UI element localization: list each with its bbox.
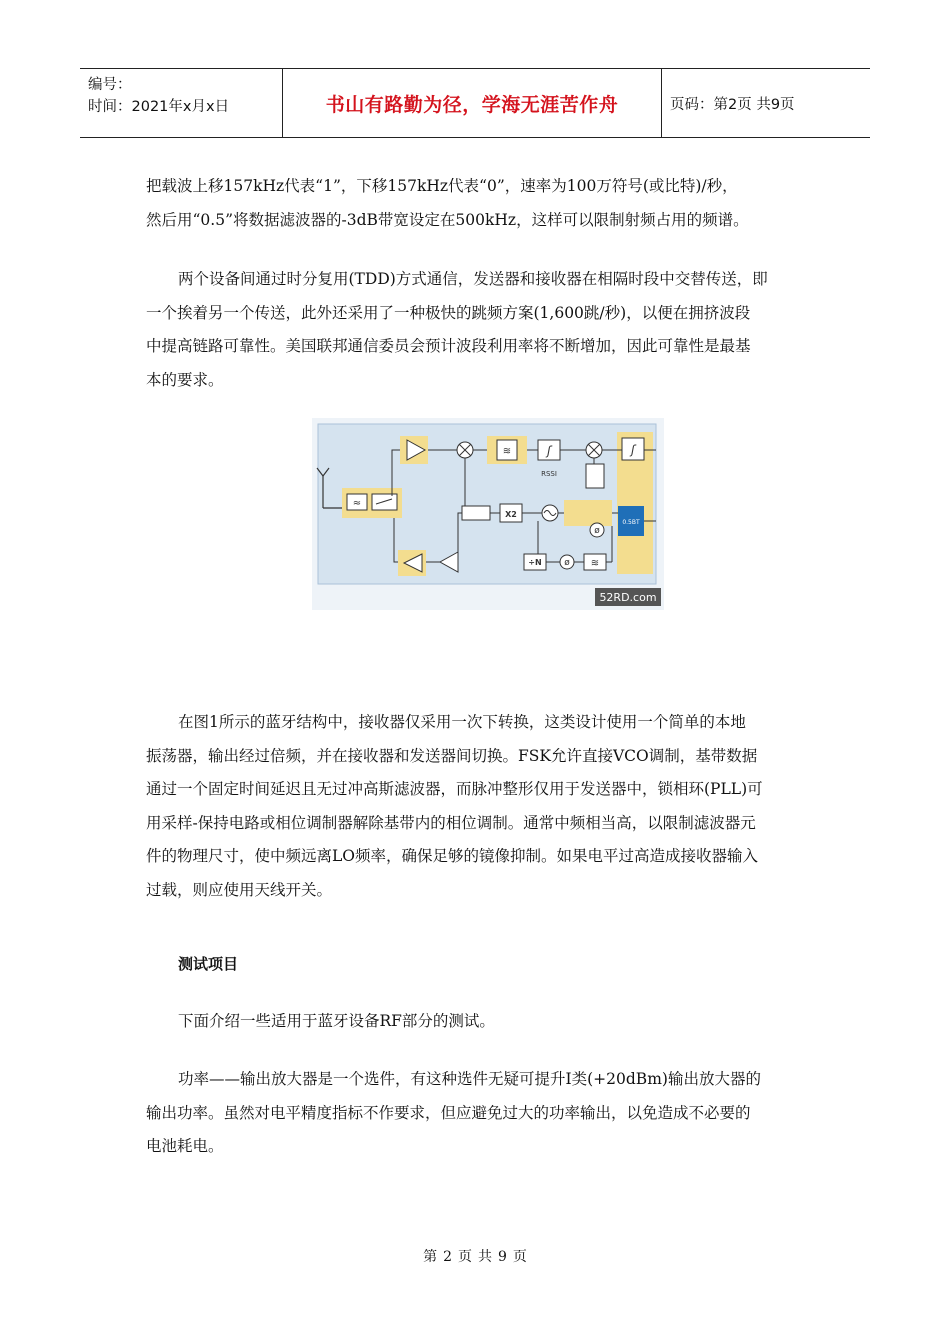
page-footer [0, 1246, 950, 1266]
discriminator-icon [586, 464, 604, 488]
paragraph-line: 输出功率。虽然对电平精度指标不作要求，但应避免过大的功率输出，以免造成不必要的 [146, 1103, 751, 1122]
footer-text: 共 [478, 1249, 492, 1265]
paragraph-line: 过载，则应使用天线开关。 [146, 880, 333, 899]
paragraph-3 [146, 706, 810, 907]
motto: 书山有路勤为径，学海无涯苦作舟 [283, 69, 662, 137]
svg-text:≋: ≋ [502, 446, 512, 457]
paragraph-line: 中提高链路可靠性。美国联邦通信委员会预计波段利用率将不断增加，因此可靠性是最基 [146, 337, 751, 355]
footer-total-pages: 9 [498, 1249, 507, 1265]
paragraph-line: 把载波上移157kHz代表“1”，下移157kHz代表“0”，速率为100万符号(或比特)/秒， [146, 177, 738, 195]
svg-text:ʃ: ʃ [630, 443, 636, 457]
paragraph-line: 一个挨着另一个传送，此外还采用了一种极快的跳频方案(1,600跳/秒)，以便在拥挤波段 [146, 303, 751, 322]
doubler-label: X2 [505, 510, 517, 519]
vco-control-block [564, 500, 612, 526]
paragraph-line: 通过一个固定时间延迟且无过冲高斯滤波器，而脉冲整形仅用于发送器中，锁相环(PLL)可 [146, 780, 763, 798]
footer-page-number: 2 [443, 1249, 452, 1265]
paragraph-line: 用采样-保持电路或相位调制器解除基带内的相位调制。通常中频相当高，以限制滤波器元 [146, 813, 756, 832]
paragraph-4 [146, 1005, 810, 1039]
paragraph-line: 件的物理尺寸，使中频远离LO频率，确保足够的镜像抑制。如果电平过高造成接收器输入 [146, 847, 759, 865]
divider-label: ÷N [528, 558, 542, 567]
paragraph-line: 本的要求。 [146, 370, 224, 389]
svg-text:≈: ≈ [352, 498, 362, 509]
lo-switch-icon [462, 506, 490, 520]
paragraph-2 [146, 263, 810, 397]
paragraph-line: 下面介绍一些适用于蓝牙设备RF部分的测试。 [178, 1012, 495, 1030]
paragraph-line: 两个设备间通过时分复用(TDD)方式通信，发送器和接收器在相隔时段中交替传送，即 [178, 270, 768, 288]
tr-switch-icon [372, 494, 397, 510]
paragraph-line: 振荡器，输出经过倍频，并在接收器和发送器间切换。FSK允许直接VCO调制，基带数据 [146, 746, 758, 765]
svg-text:ʃ: ʃ [546, 444, 552, 458]
paragraph-1 [146, 170, 810, 237]
svg-text:ø: ø [564, 558, 570, 568]
section-heading: 测试项目 [178, 955, 239, 973]
phase-label: ø [594, 526, 600, 536]
paragraph-5 [146, 1063, 810, 1164]
date-label: 时间：2021年x月x日 [88, 99, 230, 115]
paragraph-line: 在图1所示的蓝牙结构中，接收器仅采用一次下转换，这类设计使用一个简单的本地 [178, 713, 746, 731]
page-header [80, 68, 870, 138]
footer-text: 第 [423, 1249, 438, 1265]
header-meta-cell [80, 69, 283, 137]
rssi-label: RSSI [541, 470, 557, 478]
page-info: 页码：第2页 共9页 [670, 96, 795, 113]
number-label: 编号： [88, 77, 132, 93]
footer-text: 页 [512, 1249, 527, 1265]
paragraph-line: 功率——输出放大器是一个选件，有这种选件无疑可提升I类(+20dBm)输出放大器的 [178, 1070, 761, 1088]
paragraph-line: 电池耗电。 [146, 1137, 224, 1155]
paragraph-line: 然后用“0.5”将数据滤波器的-3dB带宽设定在500kHz，这样可以限制射频占用的频谱。 [146, 210, 749, 229]
bt-label: 0.5BT [622, 519, 640, 526]
footer-text: 页 [458, 1249, 472, 1265]
svg-text:≋: ≋ [590, 558, 600, 569]
bluetooth-block-diagram [312, 418, 664, 610]
watermark-text: 52RD.com [599, 591, 657, 604]
